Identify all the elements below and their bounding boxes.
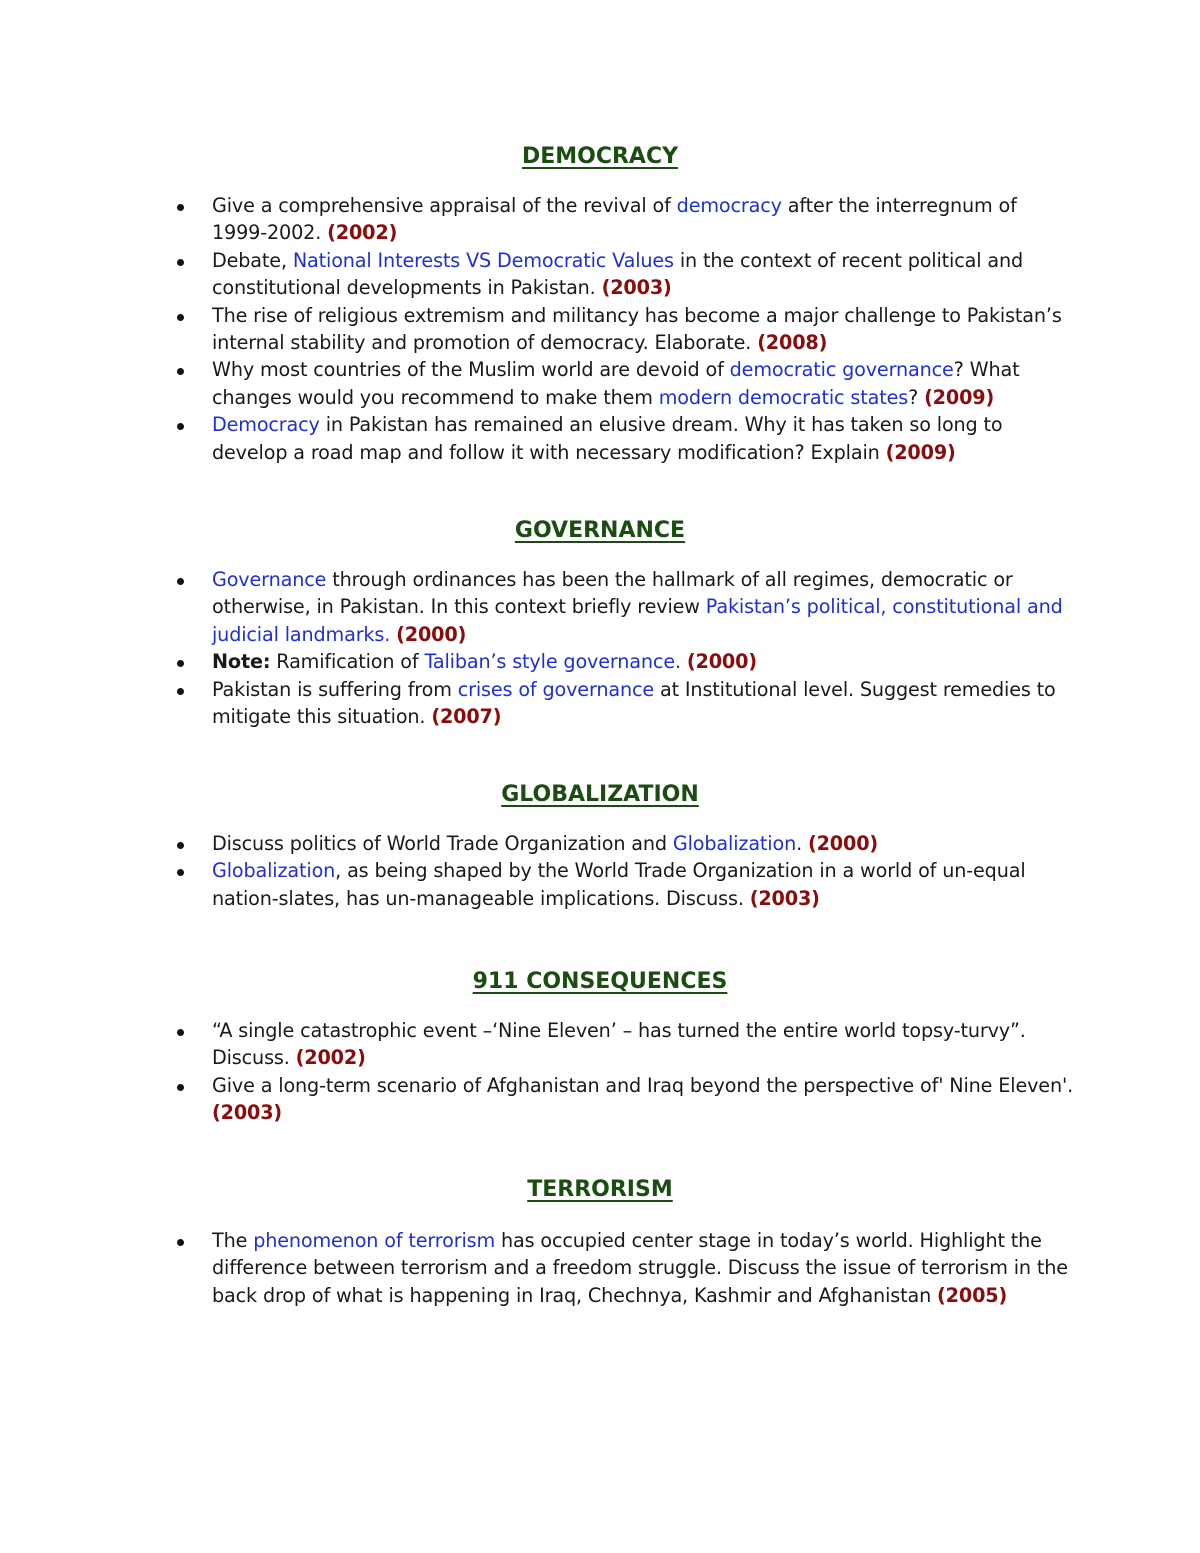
question-text: through ordinances has been the hallmark of all regimes, democratic or otherwise, in Pakistan. In this context briefly review (212, 568, 1013, 619)
question-text: in the context of recent political and constitutional developments in Pakistan. (212, 248, 1024, 300)
year-tag: (2009) (924, 385, 995, 409)
keyword-text: Globalization (672, 832, 797, 855)
question-item (176, 857, 1076, 912)
bullet-icon (177, 1239, 184, 1246)
question-text: has occupied center stage in today’s world. Highlight the difference between terrorism and a freedom struggle. Discuss the issue of terrorism in the back drop of what is happening in Iraq, Chechnya, Kashmir and Afghanistan (212, 1229, 1068, 1307)
year-tag: (2003) (601, 276, 672, 300)
year-tag: (2007) (431, 705, 502, 729)
question-text: Discuss politics of World Trade Organization and (212, 832, 673, 855)
section-heading: TERRORISM (527, 1177, 673, 1202)
question-text: The rise of religious extremism and militancy has become a major challenge to Pakistan’s internal stability and promotion of democracy. Elaborate. (212, 303, 1062, 355)
question-item (176, 356, 1076, 411)
keyword-text: Governance (212, 568, 327, 591)
question-text: Ramification of (270, 650, 425, 674)
bold-label: Note: (212, 650, 271, 674)
keyword-text: democracy (676, 194, 782, 217)
question-list (176, 1227, 1076, 1309)
question-text: ? What changes would you recommend to make them (212, 358, 1020, 409)
year-tag: (2000) (396, 622, 467, 646)
question-item (176, 1072, 1076, 1127)
question-text: in Pakistan has remained an elusive dream. Why it has taken so long to develop a road map and follow it with necessary modification? Explain (212, 413, 1003, 464)
section-democracy (0, 142, 1200, 464)
year-tag: (2009) (885, 440, 956, 464)
keyword-text: crises of governance (457, 677, 655, 701)
bullet-icon (177, 660, 184, 667)
section-governance (0, 516, 1200, 729)
bullet-icon (177, 1029, 184, 1036)
question-item (176, 1017, 1076, 1072)
keyword-text: Globalization (212, 859, 336, 883)
question-text: Give a comprehensive appraisal of the revival of (212, 194, 677, 217)
question-text: at Institutional level. Suggest remedies to mitigate this situation. (212, 677, 1056, 729)
question-list (176, 566, 1076, 730)
bullet-icon (177, 688, 184, 695)
question-item (176, 830, 1076, 857)
question-item (176, 648, 1076, 675)
section-heading: GOVERNANCE (514, 518, 686, 543)
section-globalization (0, 780, 1200, 910)
bullet-icon (177, 1084, 184, 1091)
question-text: Why most countries of the Muslim world are devoid of (212, 358, 730, 382)
question-item (176, 1227, 1076, 1309)
bullet-icon (177, 869, 184, 876)
keyword-text: phenomenon of terrorism (253, 1229, 496, 1252)
keyword-text: modern democratic states (658, 385, 909, 409)
question-item (176, 566, 1076, 648)
question-text: The (212, 1229, 254, 1252)
question-text: Debate, (212, 248, 293, 272)
bullet-icon (177, 842, 184, 849)
keyword-text: Taliban’s style governance. (424, 650, 681, 674)
question-text: after the interregnum of 1999-2002. (212, 194, 1017, 245)
year-tag: (2003) (749, 886, 820, 910)
keyword-text: Democracy (212, 413, 320, 437)
keyword-text: Pakistan’s political, constitutional and judicial landmarks. (212, 595, 1063, 646)
question-text: “A single catastrophic event –‘Nine Eleven’ – has turned the entire world topsy-turvy”. Discuss. (212, 1019, 1026, 1070)
keyword-text: National Interests VS Democratic Values (292, 248, 674, 272)
section-heading: GLOBALIZATION (501, 782, 699, 807)
year-tag: (2000) (807, 832, 879, 855)
question-item (176, 411, 1076, 466)
year-tag: (2005) (937, 1283, 1008, 1307)
question-item (176, 676, 1076, 731)
question-text: , as being shaped by the World Trade Organization in a world of un-equal nation-slates, has un-manageable implications. Discuss. (212, 859, 1026, 910)
question-text: Pakistan is suffering from (212, 677, 458, 701)
question-list (176, 1017, 1076, 1127)
section-911-consequences (0, 967, 1200, 1125)
question-text: ? (908, 385, 925, 409)
year-tag: (2002) (295, 1046, 366, 1070)
year-tag: (2002) (327, 221, 398, 245)
bullet-icon (177, 368, 184, 375)
question-list (176, 192, 1076, 466)
question-list (176, 830, 1076, 912)
bullet-icon (177, 314, 184, 321)
year-tag: (2000) (686, 650, 757, 674)
question-text: . (796, 832, 808, 855)
question-text: Give a long-term scenario of Afghanistan and Iraq beyond the perspective of' Nine Eleven'. (212, 1073, 1074, 1097)
bullet-icon (177, 578, 184, 585)
bullet-icon (177, 204, 184, 211)
question-item (176, 302, 1076, 357)
bullet-icon (177, 423, 184, 430)
bullet-icon (177, 259, 184, 266)
section-heading: 911 CONSEQUENCES (472, 969, 728, 994)
question-item (176, 247, 1076, 302)
question-item (176, 192, 1076, 247)
section-heading: DEMOCRACY (521, 144, 679, 169)
section-terrorism (0, 1175, 1200, 1307)
year-tag: (2008) (757, 331, 828, 355)
year-tag: (2003) (212, 1101, 283, 1125)
keyword-text: democratic governance (729, 358, 954, 382)
